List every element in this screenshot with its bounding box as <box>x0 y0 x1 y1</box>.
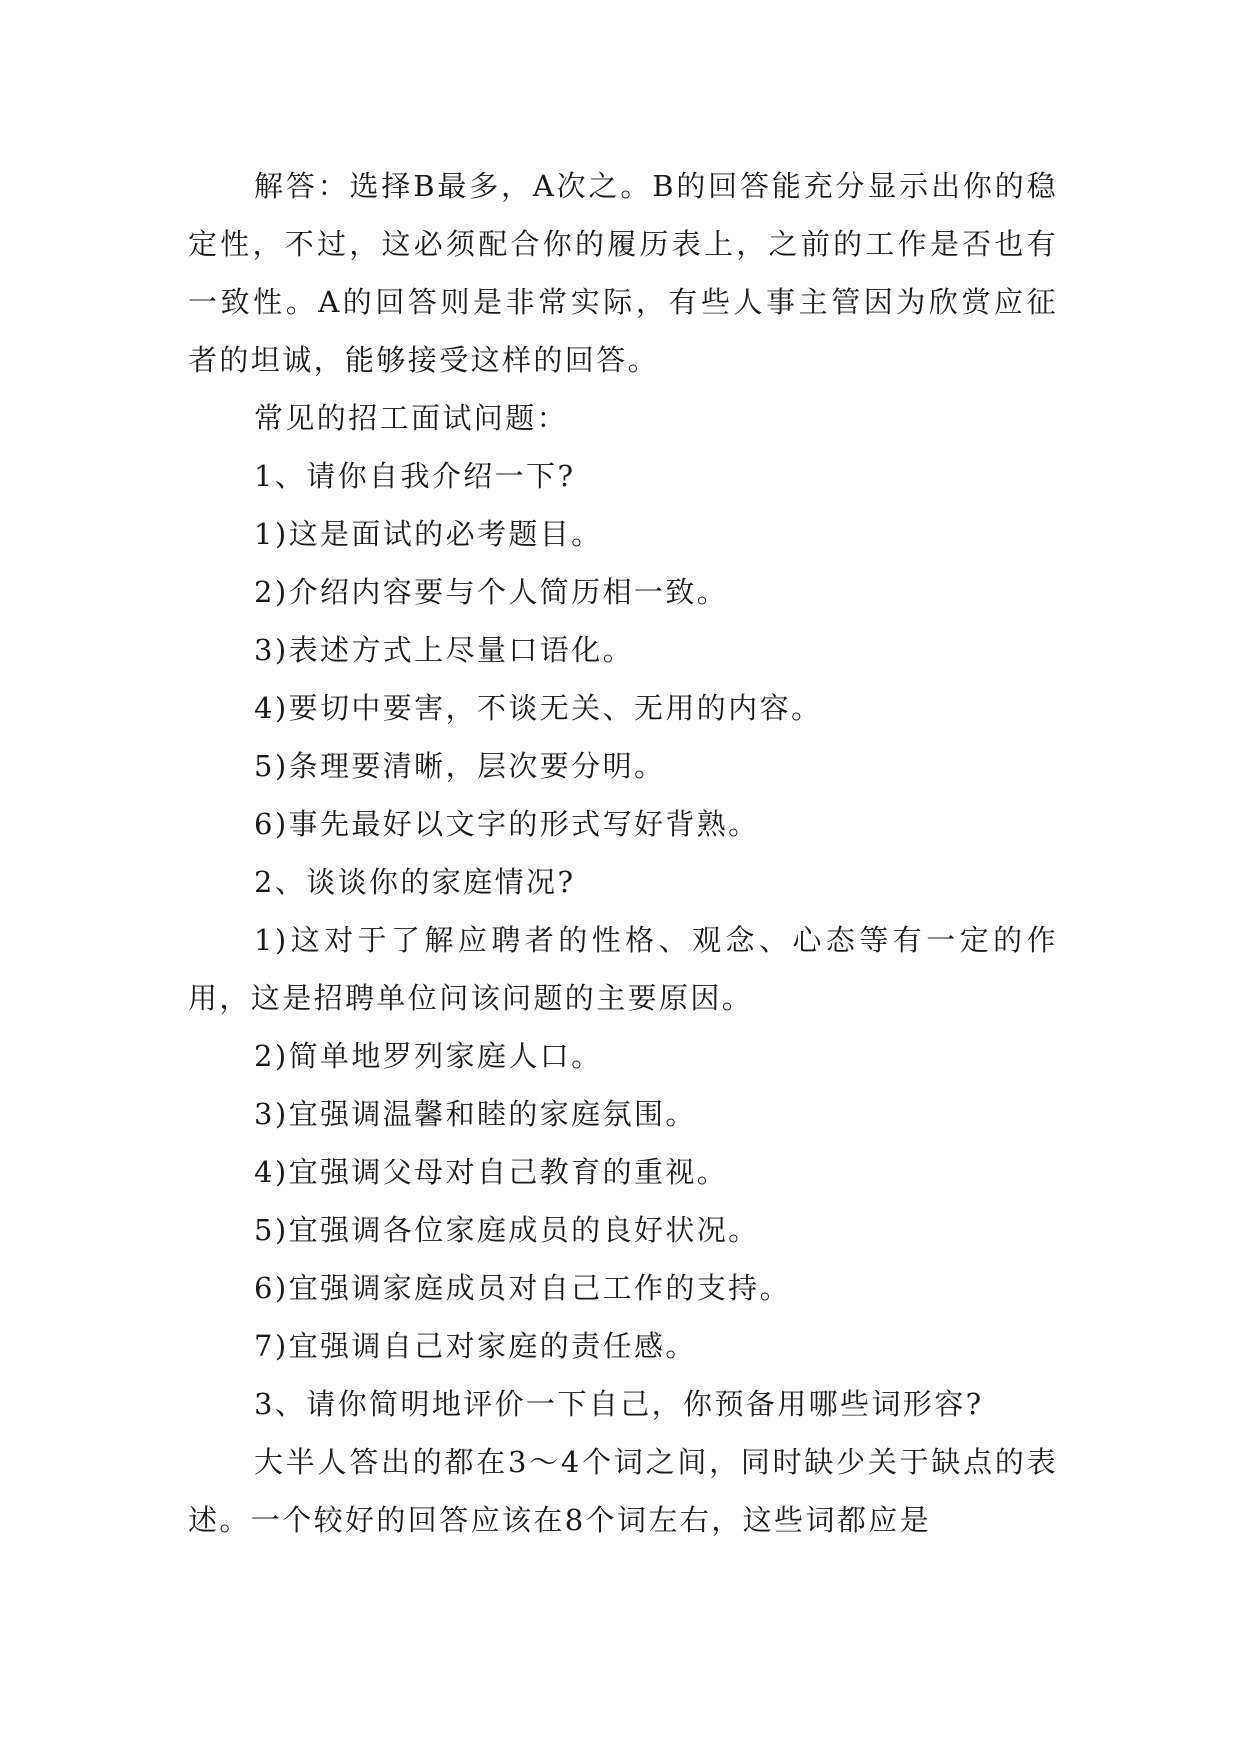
document-body <box>188 157 1058 1549</box>
section-heading: 常见的招工面试问题： <box>254 401 569 435</box>
list-item: 4)宜强调父母对自己教育的重视。 <box>254 1155 729 1189</box>
list-item: 4)要切中要害，不谈无关、无用的内容。 <box>254 691 823 725</box>
list-item: 2)介绍内容要与个人简历相一致。 <box>254 575 729 609</box>
list-item: 7)宜强调自己对家庭的责任感。 <box>254 1329 697 1363</box>
paragraph-answer: 解答：选择B最多，A次之。B的回答能充分显示出你的稳定性，不过，这必须配合你的履历表上，之前的工作是否也有一致性。A的回答则是非常实际，有些人事主管因为欣赏应征者的坦诚，能够接受这样的回答。 <box>188 169 1058 377</box>
list-item: 3)表述方式上尽量口语化。 <box>254 633 634 667</box>
question-1: 1、请你自我介绍一下? <box>254 459 576 493</box>
question-2: 2、谈谈你的家庭情况? <box>254 865 576 899</box>
paragraph-body: 大半人答出的都在3～4个词之间，同时缺少关于缺点的表述。一个较好的回答应该在8个词左右，这些词都应是 <box>188 1445 1058 1537</box>
list-item: 6)事先最好以文字的形式写好背熟。 <box>254 807 760 841</box>
list-item: 1)这对于了解应聘者的性格、观念、心态等有一定的作用，这是招聘单位问该问题的主要原因。 <box>188 923 1058 1015</box>
list-item: 6)宜强调家庭成员对自己工作的支持。 <box>254 1271 791 1305</box>
list-item: 5)条理要清晰，层次要分明。 <box>254 749 666 783</box>
list-item: 2)简单地罗列家庭人口。 <box>254 1039 603 1073</box>
list-item: 1)这是面试的必考题目。 <box>254 517 603 551</box>
list-item: 3)宜强调温馨和睦的家庭氛围。 <box>254 1097 697 1131</box>
list-item: 5)宜强调各位家庭成员的良好状况。 <box>254 1213 760 1247</box>
question-3: 3、请你简明地评价一下自己，你预备用哪些词形容? <box>254 1387 984 1421</box>
